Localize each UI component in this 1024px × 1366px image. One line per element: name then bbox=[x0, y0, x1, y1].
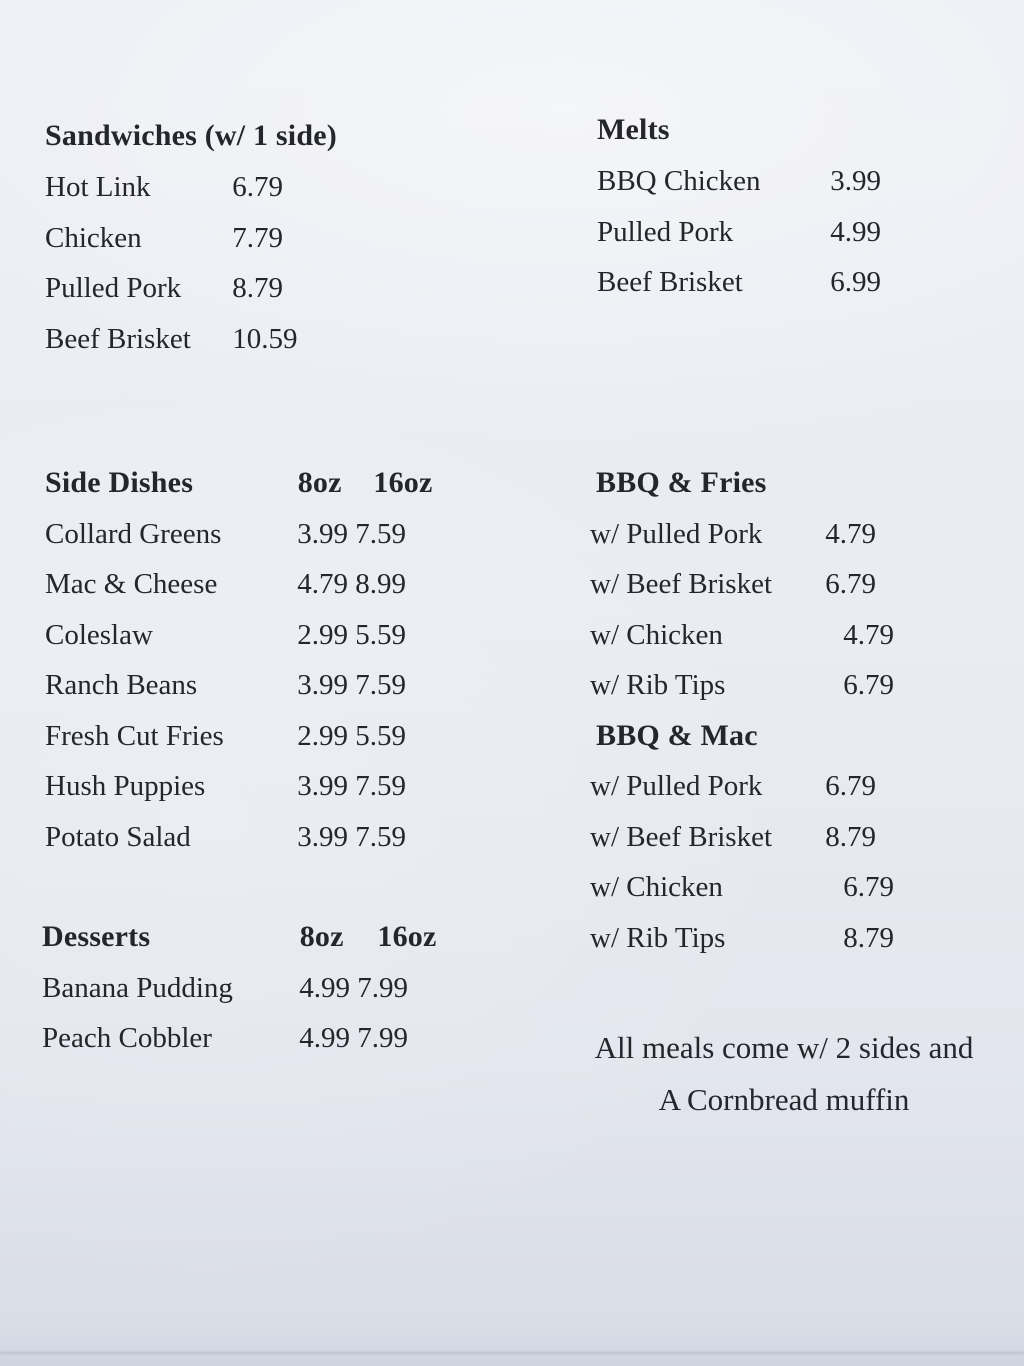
section-header-row bbox=[42, 912, 437, 963]
menu-item-row bbox=[45, 711, 433, 762]
section-header-row bbox=[45, 458, 433, 509]
item-name: w/ Pulled Pork bbox=[590, 517, 763, 550]
section-side-dishes bbox=[45, 458, 433, 862]
item-price-8oz: 3.99 bbox=[297, 669, 348, 701]
menu-item-row bbox=[590, 660, 894, 711]
item-name: Collard Greens bbox=[45, 517, 222, 550]
item-price-16oz: 7.99 bbox=[357, 971, 408, 1004]
item-price: 10.59 bbox=[232, 322, 298, 355]
item-name: Hot Link bbox=[45, 171, 151, 203]
menu-item-row bbox=[597, 207, 881, 258]
section-bbq-combos bbox=[590, 458, 894, 963]
item-price: 4.99 bbox=[830, 215, 881, 248]
item-price: 8.79 bbox=[825, 820, 876, 853]
item-price: 6.79 bbox=[825, 770, 876, 802]
menu-item-row bbox=[590, 913, 894, 964]
item-price: 6.79 bbox=[825, 568, 876, 600]
item-price: 6.79 bbox=[232, 171, 283, 203]
item-price: 4.79 bbox=[843, 618, 894, 651]
menu-item-row bbox=[597, 156, 881, 207]
item-price-8oz: 4.99 bbox=[299, 971, 350, 1004]
meals-note bbox=[558, 1022, 1010, 1126]
menu-item-row bbox=[590, 559, 894, 610]
item-price-16oz: 8.99 bbox=[355, 568, 406, 600]
item-price: 6.79 bbox=[843, 669, 894, 701]
size-column-small: 8oz bbox=[297, 466, 342, 499]
menu-item-row bbox=[45, 314, 337, 365]
item-name: Fresh Cut Fries bbox=[45, 719, 224, 752]
item-price-16oz: 7.59 bbox=[355, 770, 406, 802]
item-price-8oz: 4.79 bbox=[297, 568, 348, 600]
item-name: Beef Brisket bbox=[45, 322, 191, 355]
item-price-8oz: 4.99 bbox=[299, 1022, 350, 1054]
menu-item-row bbox=[45, 559, 433, 610]
item-name: Hush Puppies bbox=[45, 770, 206, 802]
item-name: w/ Rib Tips bbox=[590, 669, 726, 701]
section-title-bbq-mac: BBQ & Mac bbox=[596, 718, 758, 752]
menu-item-row bbox=[597, 257, 881, 308]
section-title: Desserts bbox=[42, 920, 151, 953]
item-name: Pulled Pork bbox=[45, 272, 182, 304]
meals-note-line2: A Cornbread muffin bbox=[658, 1082, 910, 1117]
menu-item-row bbox=[42, 1013, 437, 1064]
item-price: 4.79 bbox=[825, 517, 876, 550]
item-price: 6.79 bbox=[843, 871, 894, 903]
section-sandwiches bbox=[45, 110, 337, 364]
item-name: Beef Brisket bbox=[597, 266, 743, 298]
item-price: 8.79 bbox=[843, 921, 894, 954]
section-title: Melts bbox=[597, 113, 670, 146]
meals-note-line1: All meals come w/ 2 sides and bbox=[594, 1030, 974, 1065]
size-column-large: 16oz bbox=[377, 920, 437, 953]
item-name: Pulled Pork bbox=[597, 215, 734, 248]
section-title-bbq-fries: BBQ & Fries bbox=[596, 466, 767, 499]
item-price-8oz: 2.99 bbox=[297, 719, 348, 752]
item-price-16oz: 7.59 bbox=[355, 669, 406, 701]
item-name: Coleslaw bbox=[45, 618, 153, 651]
item-price-16oz: 7.59 bbox=[355, 820, 406, 853]
item-name: Potato Salad bbox=[45, 820, 191, 853]
section-title: Side Dishes bbox=[45, 466, 194, 499]
menu-item-row bbox=[45, 812, 433, 863]
item-name: Chicken bbox=[45, 221, 142, 254]
item-price-16oz: 7.59 bbox=[355, 517, 406, 550]
item-price-16oz: 7.99 bbox=[357, 1022, 408, 1054]
menu-item-row bbox=[590, 509, 894, 560]
item-name: w/ Chicken bbox=[590, 871, 723, 903]
item-name: Peach Cobbler bbox=[42, 1022, 212, 1054]
item-price-8oz: 3.99 bbox=[297, 820, 348, 853]
section-desserts bbox=[42, 912, 437, 1064]
menu-item-row bbox=[590, 761, 894, 812]
menu-item-row bbox=[45, 761, 433, 812]
item-name: Banana Pudding bbox=[42, 971, 233, 1004]
item-name: w/ Pulled Pork bbox=[590, 770, 763, 802]
item-price-8oz: 3.99 bbox=[297, 517, 348, 550]
item-price-8oz: 3.99 bbox=[297, 770, 348, 802]
item-price-16oz: 5.59 bbox=[355, 618, 406, 651]
size-column-large: 16oz bbox=[373, 466, 433, 499]
menu-item-row bbox=[590, 812, 894, 863]
size-column-small: 8oz bbox=[299, 920, 344, 953]
menu-item-row bbox=[45, 213, 337, 264]
item-name: w/ Beef Brisket bbox=[590, 568, 773, 600]
menu-item-row bbox=[45, 162, 337, 213]
section-melts bbox=[597, 104, 881, 308]
section-title: Sandwiches (w/ 1 side) bbox=[45, 119, 337, 152]
item-price-8oz: 2.99 bbox=[297, 618, 348, 651]
menu-item-row bbox=[590, 862, 894, 913]
item-name: w/ Chicken bbox=[590, 618, 723, 651]
menu-item-row bbox=[45, 610, 433, 661]
item-name: Mac & Cheese bbox=[45, 568, 218, 600]
item-price-16oz: 5.59 bbox=[355, 719, 406, 752]
menu-item-row bbox=[45, 660, 433, 711]
item-name: BBQ Chicken bbox=[597, 165, 761, 197]
menu-item-row bbox=[42, 963, 437, 1014]
menu-item-row bbox=[590, 610, 894, 661]
item-name: w/ Beef Brisket bbox=[590, 820, 773, 853]
item-name: w/ Rib Tips bbox=[590, 921, 726, 954]
item-price: 8.79 bbox=[232, 272, 283, 304]
item-price: 7.79 bbox=[232, 221, 283, 254]
item-name: Ranch Beans bbox=[45, 669, 198, 701]
menu-item-row bbox=[45, 263, 337, 314]
paper-crease bbox=[0, 1352, 1024, 1354]
menu-item-row bbox=[45, 509, 433, 560]
item-price: 3.99 bbox=[830, 165, 881, 197]
item-price: 6.99 bbox=[830, 266, 881, 298]
